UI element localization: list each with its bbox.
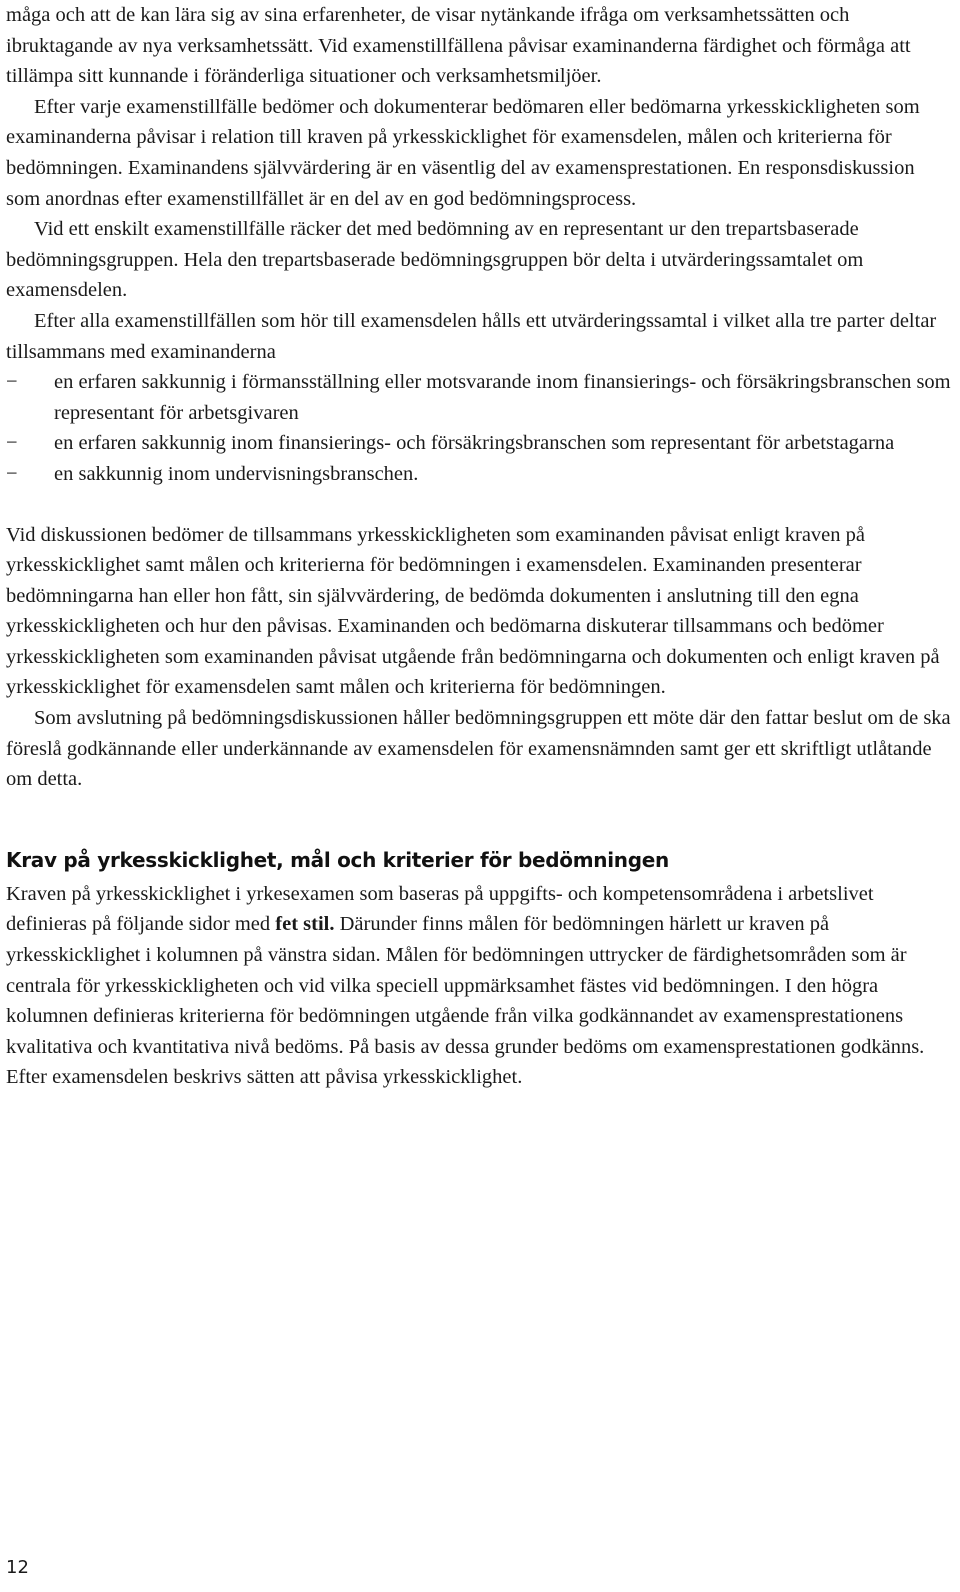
paragraph-assessment-documentation: Efter varje examenstillfälle bedömer och dokumenterar bedömaren eller bedömarna yrkesskickligheten som examinanderna påvisar i relation till kraven på yrkesskicklighet för examensdelen, målen och kriterierna för bedömningen. Examinandens självvärdering är en väsentlig del av examensprestationen. En responsdiskussion som anordnas efter examenstillfället är en del av en god bedömningsprocess.	[6, 95, 920, 210]
dash-marker: −	[6, 462, 18, 485]
page-number: 12	[6, 1557, 29, 1578]
list-item	[6, 428, 952, 459]
bold-term: fet stil.	[275, 913, 335, 936]
list-item-text: en erfaren sakkunnig inom finansierings- och försäkringsbranschen som representant för arbetstagarna	[54, 432, 895, 455]
participants-list	[6, 367, 952, 489]
paragraph-discussion-assessment: Vid diskussionen bedömer de tillsammans yrkesskickligheten som examinanden påvisat enligt kraven på yrkesskicklighet samt målen och kriterierna för bedömningen i examensdelen. Examinanden presenterar bedömningarna han eller hon fått, sin självvärdering, de bedömda dokumenten i anslutning till den egna yrkesskickligheten och hur den påvisas. Examinanden och bedömarna diskuterar tillsammans och bedömer yrkesskickligheten som examinanden påvisat utgående från bedömningarna och dokumenten och enligt kraven på yrkesskicklighet för examensdelen samt målen och kriterierna för bedömningen.	[6, 523, 940, 699]
list-item-text: en sakkunnig inom undervisningsbranschen.	[54, 462, 419, 485]
list-item	[6, 367, 952, 428]
paragraph-single-exam-occasion: Vid ett enskilt examenstillfälle räcker det med bedömning av en representant ur den trepartsbaserade bedömningsgruppen. Hela den trepartsbaserade bedömningsgruppen bör delta i utvärderingssamtalet om examensdelen.	[6, 218, 864, 302]
section-heading: Krav på yrkesskicklighet, mål och kriterier för bedömningen	[6, 847, 669, 872]
dash-marker: −	[6, 371, 18, 394]
paragraph-evaluation-discussion: Efter alla examenstillfällen som hör till examensdelen hålls ett utvärderingssamtal i vilket alla tre parter deltar tillsammans med examinanderna	[6, 309, 937, 363]
requirements-text-start: Kraven på yrkesskicklighet i yrkesexamen som baseras på uppgifts- och kompetensområdena i arbetslivet definieras på följande sidor med	[6, 882, 874, 936]
paragraph-conclusion: Som avslutning på bedömningsdiskussionen håller bedömningsgruppen ett möte där den fattar beslut om de ska föreslå godkännande eller underkännande av examensdelen för examensnämnden samt ger ett skriftligt utlåtande om detta.	[6, 707, 951, 791]
document-page	[6, 0, 952, 1093]
dash-marker: −	[6, 432, 18, 455]
list-item-text: en erfaren sakkunnig i förmansställning eller motsvarande inom finansierings- och försäkringsbranschen som representant för arbetsgivaren	[54, 371, 951, 424]
requirements-text-rest: Därunder finns målen för bedömningen härlett ur kraven på yrkesskicklighet i kolumnen på vänstra sidan. Målen för bedömningen uttrycker de färdighetsområden som är centrala för yrkesskickligheten och vid vilka speciell uppmärksamhet fästes vid bedömningen. I den högra kolumnen definieras kriterierna för bedömningen utgående från vilka godkännandet av examensprestationens kvalitativa och kvantitativa nivå bedöms. På basis av dessa grunder bedöms om examensprestationen godkänns. Efter examensdelen beskrivs sätten att påvisa yrkesskicklighet.	[6, 913, 925, 1089]
paragraph-intro: måga och att de kan lära sig av sina erfarenheter, de visar nytänkande ifråga om verksamhetssätten och ibruktagande av nya verksamhetssätt. Vid examenstillfällena påvisar examinanderna färdighet och förmåga att tillämpa sitt kunnande i föränderliga situationer och verksamhetsmiljöer.	[6, 4, 911, 88]
paragraph-requirements	[6, 879, 952, 1093]
list-item	[6, 459, 952, 490]
